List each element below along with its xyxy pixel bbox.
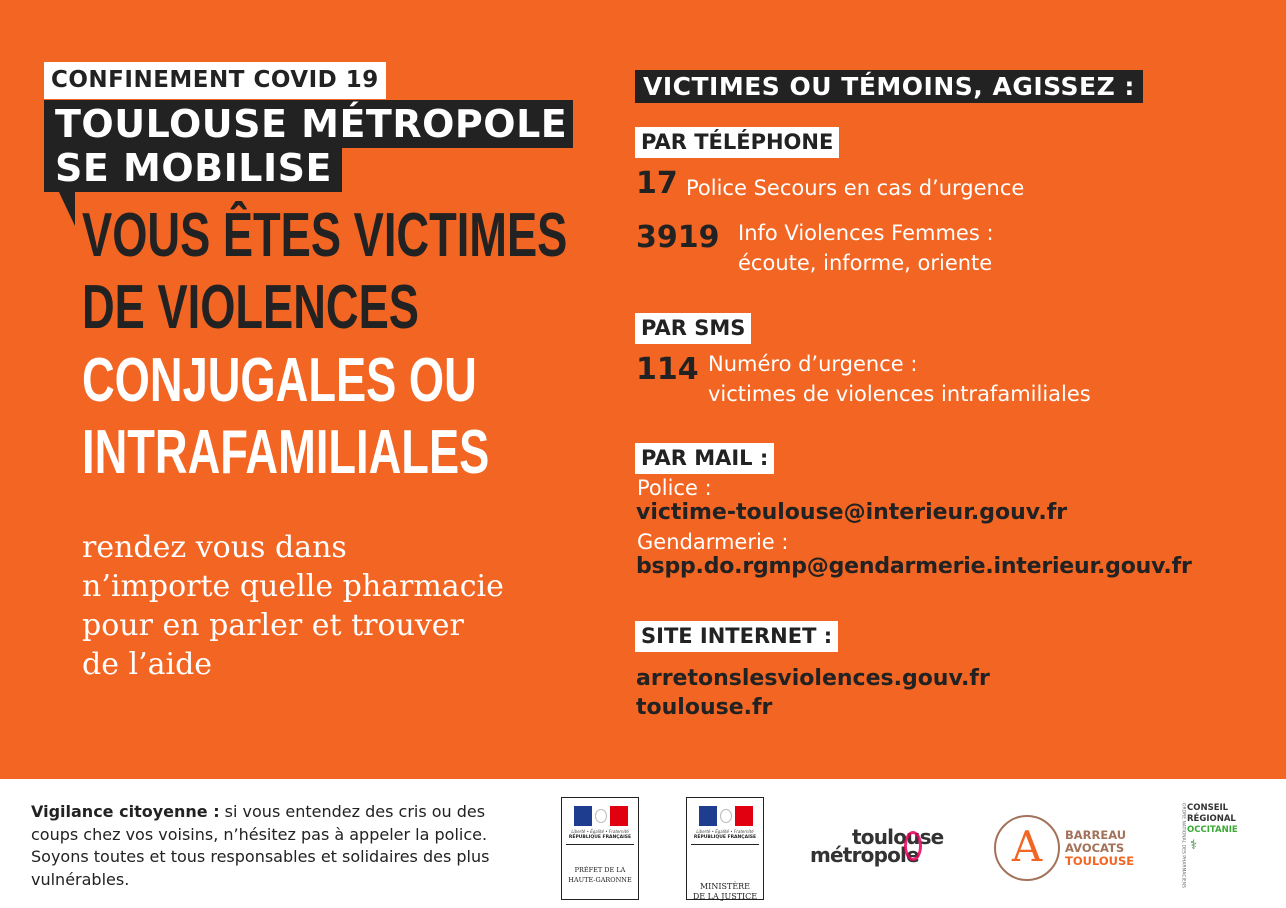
footer — [0, 779, 1286, 908]
mail-gendarmerie-email[interactable]: bspp.do.rgmp@gendarmerie.interieur.gouv.fr — [636, 554, 1192, 579]
site-link-1[interactable]: arretonslesviolences.gouv.fr — [636, 666, 990, 691]
pharmacy-line-1: rendez vous dans — [82, 530, 347, 565]
conseil-regional-logo — [1178, 801, 1246, 897]
barreau-line-3: TOULOUSE — [1065, 854, 1135, 868]
phone-17-text: Police Secours en cas d’urgence — [686, 176, 1025, 200]
barreau-letter: A — [1011, 822, 1043, 871]
barreau-line-1: BARREAU — [1065, 828, 1127, 842]
metropole-line-2: métropole — [810, 843, 919, 867]
prefet-line-2: HAUTE-GARONNE — [568, 876, 632, 884]
prefet-republic: RÉPUBLIQUE FRANÇAISE — [568, 835, 632, 840]
sms-text — [708, 349, 1091, 409]
headline-line-4: INTRAFAMILIALES — [82, 418, 490, 487]
conseil-side-text: ORDRE NATIONAL DES PHARMACIENS — [1180, 803, 1186, 888]
pharmacy-text — [82, 528, 504, 684]
prefet-logo — [561, 797, 639, 900]
speech-bubble-tail-icon — [58, 190, 78, 228]
metropole-ring-icon — [904, 831, 922, 861]
mail-police-label: Police : — [637, 476, 712, 500]
marianne-flag-icon — [699, 806, 753, 826]
phone-label-text: PAR TÉLÉPHONE — [641, 130, 834, 154]
phone-3919-line-1: Info Violences Femmes : — [738, 221, 994, 245]
vigilance-rest: si vous entendez des cris ou des coups chez vos voisins, n’hésitez pas à appeler la police. Soyons toutes et tous responsables et solidaires des plus vulnérables. — [31, 802, 490, 889]
headline-line-3: CONJUGALES OU — [82, 346, 477, 415]
mail-label-text: PAR MAIL : — [641, 446, 769, 470]
phone-3919-number: 3919 — [636, 220, 720, 255]
headline-line-2: DE VIOLENCES — [82, 273, 419, 342]
barreau-logo — [994, 815, 1139, 883]
right-heading-text: VICTIMES OU TÉMOINS, AGISSEZ : — [643, 72, 1135, 101]
mail-label — [635, 443, 774, 474]
marianne-flag-icon — [574, 806, 628, 826]
phone-3919-text — [738, 218, 994, 278]
phone-17-number: 17 — [636, 166, 678, 201]
phone-3919-line-2: écoute, informe, oriente — [738, 251, 993, 275]
justice-republic: RÉPUBLIQUE FRANÇAISE — [693, 835, 757, 840]
sms-label — [635, 313, 751, 344]
title-line1: TOULOUSE MÉTROPOLE — [55, 102, 568, 146]
justice-line-2: DE LA JUSTICE — [692, 892, 758, 901]
phone-label — [635, 127, 839, 158]
vigilance-text — [31, 801, 521, 891]
toulouse-metropole-logo — [810, 827, 955, 867]
right-heading — [635, 70, 1143, 103]
covid-tag-text: CONFINEMENT COVID 19 — [51, 67, 379, 93]
pharmacy-line-4: de l’aide — [82, 647, 213, 682]
headline-line-1: VOUS ÊTES VICTIMES — [82, 201, 568, 270]
conseil-line-2: RÉGIONAL — [1187, 814, 1236, 824]
mail-police-email[interactable]: victime-toulouse@interieur.gouv.fr — [636, 500, 1068, 525]
metropole-line-1: toulouse — [852, 825, 944, 849]
site-label-text: SITE INTERNET : — [641, 624, 833, 648]
sms-label-text: PAR SMS — [641, 316, 746, 340]
sms-number: 114 — [636, 352, 699, 387]
conseil-line-1: CONSEIL — [1187, 803, 1229, 813]
vigilance-bold: Vigilance citoyenne : — [31, 802, 220, 821]
barreau-emblem-icon — [994, 815, 1060, 881]
justice-logo — [686, 797, 764, 900]
conseil-line-3: OCCITANIE — [1187, 825, 1238, 835]
pharmacy-line-2: n’importe quelle pharmacie — [82, 569, 504, 604]
prefet-motto: Liberté • Égalité • Fraternité — [571, 829, 629, 834]
title-line2-box — [44, 146, 342, 192]
title-line1-box — [44, 100, 573, 148]
site-link-2[interactable]: toulouse.fr — [636, 695, 773, 720]
sms-line-2: victimes de violences intrafamiliales — [708, 382, 1091, 406]
pharmacy-line-3: pour en parler et trouver — [82, 608, 464, 643]
mail-gendarmerie-label: Gendarmerie : — [637, 530, 789, 554]
title-line2: SE MOBILISE — [55, 146, 332, 190]
covid-tag — [44, 62, 386, 99]
barreau-line-2: AVOCATS — [1065, 841, 1125, 855]
justice-line-1: MINISTÈRE — [699, 882, 751, 891]
justice-motto: Liberté • Égalité • Fraternité — [696, 829, 754, 834]
sms-line-1: Numéro d’urgence : — [708, 352, 918, 376]
prefet-line-1: PRÉFET DE LA — [574, 866, 626, 874]
site-label — [635, 621, 838, 652]
caduceus-icon: ⚕ — [1190, 838, 1198, 853]
